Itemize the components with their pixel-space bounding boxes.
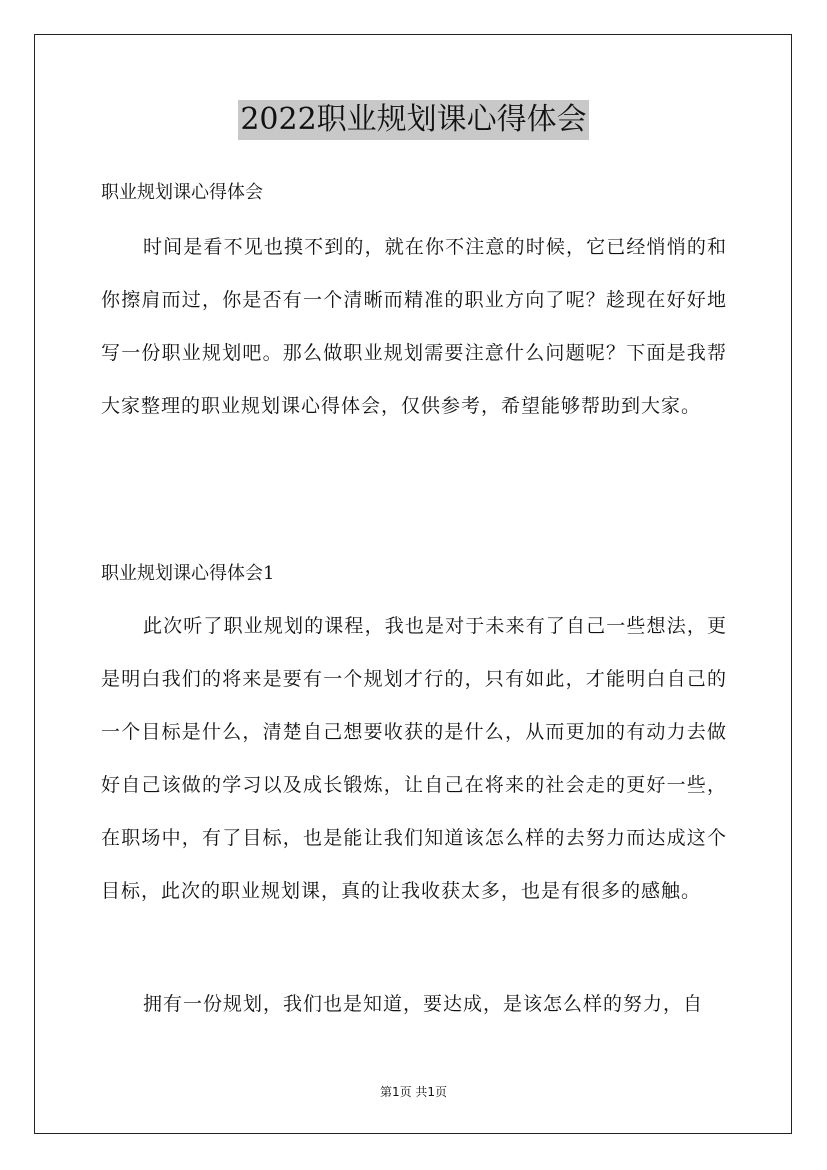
intro-paragraph: 时间是看不见也摸不到的，就在你不注意的时候，它已经悄悄的和你擦肩而过，你是否有一个清晰而精准的职业方向了呢？趁现在好好地写一份职业规划吧。那么做职业规划需要注意什么问题呢？下面是我帮大家整理的职业规划课心得体会，仅供参考，希望能够帮助到大家。 [101,236,727,417]
page-footer: 第1页 共1页 [379,1085,448,1099]
document-title: 2022职业规划课心得体会 [238,100,588,140]
section-heading-1: 职业规划课心得体会1 [101,563,275,584]
intro-heading: 职业规划课心得体会 [101,182,263,203]
section-1-paragraph-1: 此次听了职业规划的课程，我也是对于未来有了自己一些想法，更是明白我们的将来是要有一个规划才行的，只有如此，才能明白自己的一个目标是什么，清楚自己想要收获的是什么，从而更加的有动力去做好自己该做的学习以及成长锻炼，让自己在将来的社会走的更好一些，在职场中，有了目标，也是能让我们知道该怎么样的去努力而达成这个目标，此次的职业规划课，真的让我收获太多，也是有很多的感触。 [101,615,727,902]
title-container [0,100,827,140]
section-1-paragraph-2: 拥有一份规划，我们也是知道，要达成，是该怎么样的努力，自 [143,993,704,1015]
